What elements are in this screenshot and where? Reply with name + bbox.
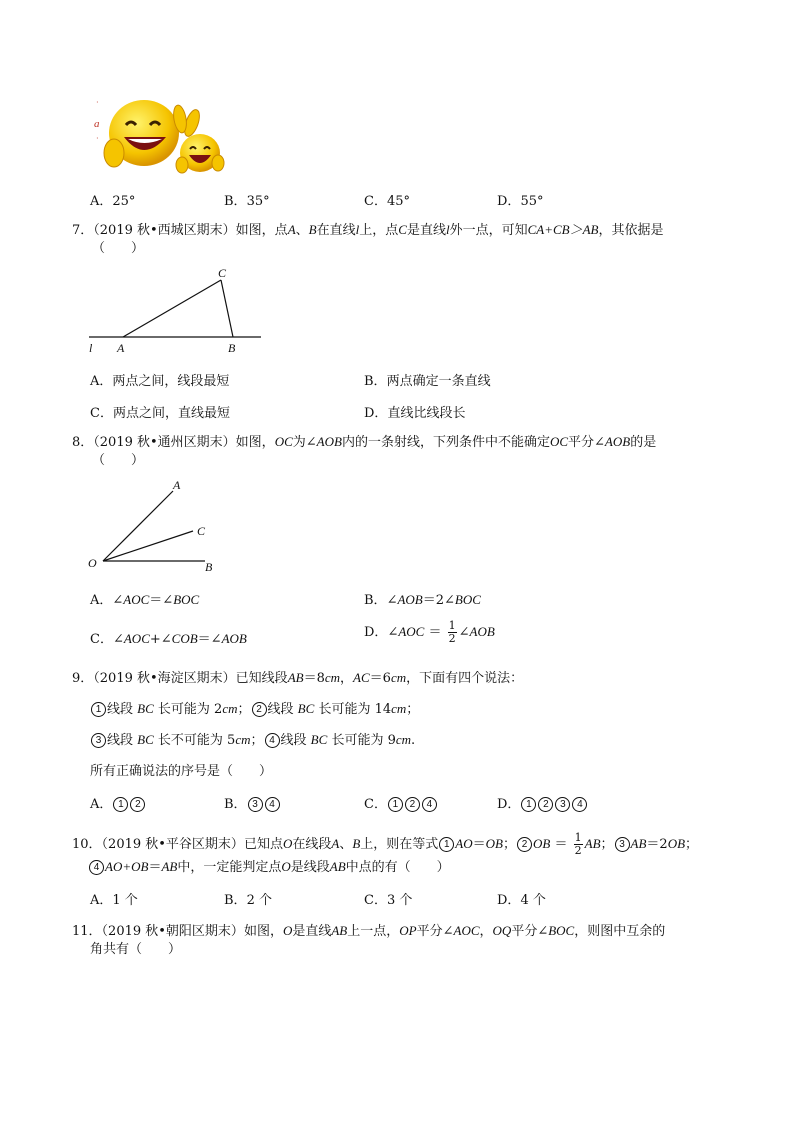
q8-option-b[interactable]: B．∠AOB＝2∠BOC xyxy=(364,592,481,608)
q10-option-b[interactable]: B．2 个 xyxy=(224,893,272,908)
ray-oc xyxy=(103,531,193,561)
q10-option-a[interactable]: A．1 个 xyxy=(90,893,138,908)
q6-option-b[interactable]: B．35° xyxy=(224,194,270,209)
label-a: A xyxy=(173,478,181,492)
q9-option-c[interactable]: C． 1 2 4 xyxy=(364,793,438,812)
q8-figure xyxy=(85,475,225,575)
label-b: B xyxy=(205,560,213,574)
figure-label-a: a xyxy=(94,118,100,130)
q6-option-d[interactable]: D．55° xyxy=(497,194,544,209)
q9-stem: 9．（2019 秋•海淀区期末）已知线段AB＝8cm，AC＝6cm，下面有四个说法： xyxy=(72,670,524,686)
label-a: A xyxy=(117,341,125,355)
label-c: C xyxy=(218,266,227,280)
q9-ask: 所有正确说法的序号是（ ） xyxy=(90,764,273,779)
q11-stem: 11．（2019 秋•朝阳区期末）如图，O是直线AB上一点，OP平分∠AOC，OQ平分∠BOC，则图中互余的 xyxy=(72,923,666,939)
q7-option-d[interactable]: D．直线比线段长 xyxy=(364,406,466,421)
q9-option-d[interactable]: D． 1 2 3 4 xyxy=(497,793,588,812)
q10-option-d[interactable]: D．4 个 xyxy=(497,893,546,908)
q7-option-c[interactable]: C．两点之间，直线最短 xyxy=(90,406,230,421)
q11-stem-line2: 角共有（ ） xyxy=(90,942,182,957)
q8-option-a[interactable]: A．∠AOC＝∠BOC xyxy=(90,592,200,608)
q6-option-c[interactable]: C．45° xyxy=(364,194,410,209)
q10-stem-line2: 4 AO+OB＝AB中，一定能判定点O是线段AB中点的有（ ） xyxy=(88,857,450,877)
fraction-half: $\frac{1}{2}$ xyxy=(574,831,582,857)
q9-option-b[interactable]: B． 3 4 xyxy=(224,793,281,812)
q9-option-a[interactable]: A． 1 2 xyxy=(90,793,146,812)
label-c: C xyxy=(197,524,206,538)
q7-stem: 7．（2019 秋•西城区期末）如图，点A、B在直线l上，点C是直线l外一点，可知CA+CB＞AB，其依据是 xyxy=(72,222,664,238)
svg-text:·: · xyxy=(96,98,99,107)
q10-stem-line1: 10．（2019 秋•平谷区期末）已知点O在线段A、B上，则在等式 1 AO＝OB； 2 OB ＝ $\frac{1}{2}$ AB； 3 AB＝2OB； xyxy=(72,831,699,857)
q7-option-b[interactable]: B．两点确定一条直线 xyxy=(364,374,491,389)
q10-option-c[interactable]: C．3 个 xyxy=(364,893,413,908)
q8-stem: 8．（2019 秋•通州区期末）如图，OC为∠AOB内的一条射线，下列条件中不能确定OC平分∠AOB的是 xyxy=(72,434,657,450)
fraction-half: $\frac{1}{2}$ xyxy=(448,619,456,645)
ray-oa xyxy=(103,491,173,561)
emoji-figure xyxy=(92,95,227,175)
svg-text:·: · xyxy=(96,134,99,143)
label-l: l xyxy=(89,341,93,355)
label-b: B xyxy=(228,341,236,355)
q7-option-a[interactable]: A．两点之间，线段最短 xyxy=(90,374,230,389)
q6-option-a[interactable]: A．25° xyxy=(90,194,136,209)
segment-cb xyxy=(221,280,233,337)
label-o: O xyxy=(88,556,97,570)
q8-paren: （ ） xyxy=(92,453,145,468)
q7-paren: （ ） xyxy=(92,241,145,256)
q9-statements-1-2: 1 线段 BC 长可能为 2cm； 2 线段 BC 长可能为 14cm； xyxy=(90,699,419,719)
q9-statements-3-4: 3 线段 BC 长不可能为 5cm； 4 线段 BC 长可能为 9cm. xyxy=(90,730,415,750)
q7-figure xyxy=(85,262,270,358)
q8-option-c[interactable]: C．∠AOC+∠COB＝∠AOB xyxy=(90,631,247,647)
segment-ac xyxy=(123,280,221,337)
q8-option-d[interactable]: D．∠AOC ＝ $\frac{1}{2}$ ∠AOB xyxy=(364,619,495,645)
